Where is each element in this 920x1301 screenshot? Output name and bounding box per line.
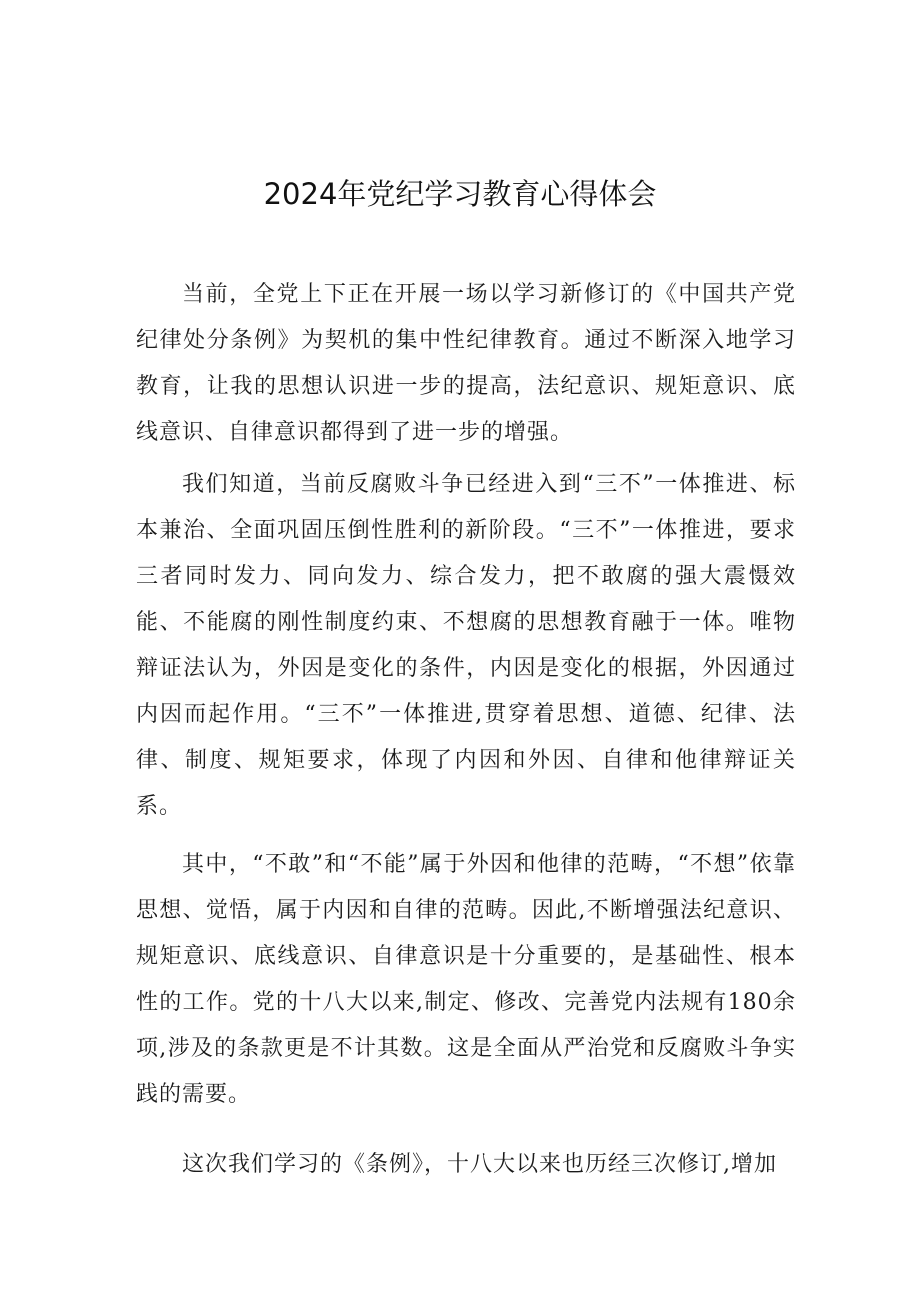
paragraph-text: 这次我们学习的《条例》，十八大以来也历经三次修订,增加 xyxy=(182,1152,777,1177)
paragraph-2 xyxy=(136,462,796,830)
paragraph-text: 其中，“不敢”和“不能”属于外因和他律的范畴，“不想”依靠思想、觉悟，属于内因和自律的范畴。因此,不断增强法纪意识、规矩意识、底线意识、自律意识是十分重要的，是基础性、根本性的工作。党的十八大以来,制定、修改、完善党内法规有180余项,涉及的条款更是不计其数。这是全面从严治党和反腐败斗争实践的需要。 xyxy=(136,852,796,1107)
paragraph-text: 当前，全党上下正在开展一场以学习新修订的《中国共产党纪律处分条例》为契机的集中性纪律教育。通过不断深入地学习教育，让我的思想认识进一步的提高，法纪意识、规矩意识、底线意识、自律意识都得到了进一步的增强。 xyxy=(136,282,796,445)
paragraph-3 xyxy=(136,842,796,1118)
document-title: 2024年党纪学习教育心得体会 xyxy=(263,177,657,211)
paragraph-text: 我们知道，当前反腐败斗争已经进入到“三不”一体推进、标本兼治、全面巩固压倒性胜利的新阶段。“三不”一体推进，要求三者同时发力、同向发力、综合发力，把不敢腐的强大震慑效能、不能腐的刚性制度约束、不想腐的思想教育融于一体。唯物辩证法认为，外因是变化的条件，内因是变化的根据，外因通过内因而起作用。“三不”一体推进,贯穿着思想、道德、纪律、法律、制度、规矩要求，体现了内因和外因、自律和他律辩证关系。 xyxy=(136,472,796,819)
paragraph-4 xyxy=(136,1142,796,1188)
paragraph-1 xyxy=(136,272,796,456)
